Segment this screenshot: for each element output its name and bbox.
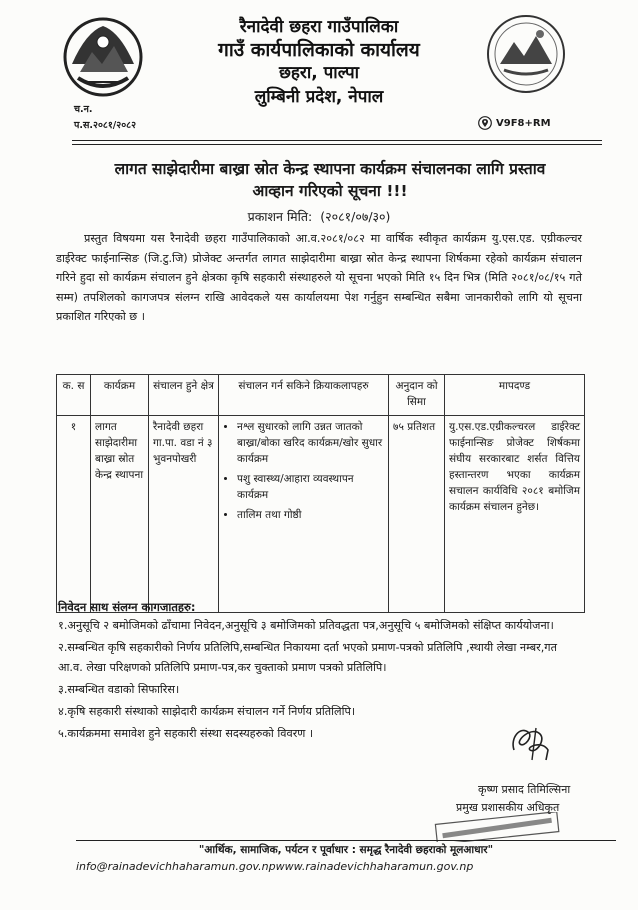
fiscal-year-label: प.स.२०८१/२०८२ <box>74 120 137 131</box>
notice-title-line1: लागत साझेदारीमा बाख्रा स्रोत केन्द्र स्थापना कार्यक्रम संचालनका लागि प्रस्ताव <box>114 160 546 178</box>
publication-date-value: (२०८१/०७/३०) <box>320 209 391 224</box>
table-header-row <box>57 375 585 416</box>
municipality-name: रैनादेवी छहरा गाउँपालिका <box>239 17 399 37</box>
enclosure-item: ४.कृषि सहकारी संस्थाको साझेदारी कार्यक्रम संचालन गर्ने निर्णय प्रतिलिपि। <box>58 705 356 718</box>
signatory-name: कृष्ण प्रसाद तिमिल्सिना <box>478 783 571 796</box>
cell-sn: १ <box>57 416 91 613</box>
signature-icon <box>506 720 554 766</box>
publication-date <box>0 208 638 225</box>
enclosure-item: १.अनुसूचि २ बमोजिमको ढाँचामा निवेदन,अनुसूचि ३ बमोजिमको प्रतिवद्धता पत्र,अनुसूचि ५ बमोजिमको संक्षिप्त कार्ययोजना। <box>58 619 554 632</box>
province-country: लुम्बिनी प्रदेश, नेपाल <box>254 87 384 107</box>
cell-criteria: यु.एस.एड.एग्रीकल्चरल डाईरेक्ट फाईनान्सिङ प्रोजेक्ट शिर्षकमा संघीय सरकारबाट शर्सत वित्तिय हस्तान्तरण भएका कार्यक्रम सचालन कार्यविधि २०८१ बमोजिम कार्यक्रम संचालन हुनेछ। <box>445 416 585 613</box>
plus-code: V9F8+RM <box>496 117 551 129</box>
cell-program: लागत साझेदारीमा बाख्रा स्रोत केन्द्र स्थापना <box>91 416 149 613</box>
column-header-activities: संचालन गर्न सकिने क्रियाकलापहरु <box>219 375 389 416</box>
activity-item: • पशु स्वास्थ्य/आहारा व्यवस्थापन कार्यक्रम <box>237 471 384 503</box>
enclosures-title: निवेदन साथ संलग्न कागजातहरु: <box>58 600 196 614</box>
enclosure-item: २.सम्बन्धित कृषि सहकारीको निर्णय प्रतिलिपि,सम्बन्धित निकायमा दर्ता भएको प्रमाण-पत्रको प्रतिलिपि ,स्थायी लेखा नम्बर,गत आ.व. लेखा परिक्षणको प्रतिलिपि प्रमाण-पत्र,कर चुक्ताको प्रमाण पत्रको प्रतिलिपि। <box>58 641 557 674</box>
program-table <box>56 374 585 613</box>
office-name: गाउँ कार्यपालिकाको कार्यालय <box>218 39 420 61</box>
column-header-area: संचालन हुने क्षेत्र <box>149 375 219 416</box>
cell-grant: ७५ प्रतिशत <box>389 416 445 613</box>
table-row <box>57 416 585 613</box>
office-address: छहरा, पाल्पा <box>278 63 360 83</box>
nepal-emblem-icon <box>58 12 148 102</box>
footer-slogan: "आर्थिक, सामाजिक, पर्यटन र पूर्वाधार : समृद्ध रैनादेवी छहराको मूलआधार" <box>198 844 494 856</box>
cell-area: रैनादेवी छहरा गा.पा. वडा नं ३ भुवनपोखरी <box>149 416 219 613</box>
notice-title-line2: आव्हान गरिएको सूचना !!! <box>252 182 408 200</box>
publication-date-label: प्रकाशन मिति: <box>247 209 313 224</box>
header-divider-second <box>72 144 602 145</box>
signatory-role: प्रमुख प्रशासकीय अधिकृत <box>456 801 560 814</box>
notice-body: प्रस्तुत विषयमा यस रैनादेवी छहरा गाउँपालिकाको आ.व.२०८१/०८२ मा वार्षिक स्वीकृत कार्यक्रम यु.एस.एड. एग्रीकल्चर डाईरेक्ट फाईनान्सिङ (जि.टु.जि) प्रोजेक्ट अन्तर्गत लागत साझेदारीमा बाख्रा स्रोत केन्द्र स्थापना शिर्षकमा रहेको कार्यक्रम संचालन गरिने हुदा सो कार्यक्रम संचालन हुने क्षेत्रका कृषि सहकारी संस्थाहरुले यो सूचना भएको मिति १५ दिन भित्र (मिति २०८१/०८/१५ गते सम्म) तपशिलको कागजपत्र संलग्न राखि आवेदकले यस कार्यालयमा पेश गर्नुहुन सम्बन्धित सबैमा जानकारीको लागि यो सूचना प्रकाशित गरिएको छ । <box>56 232 582 323</box>
contact-info: info@rainadevichhaharamun.gov.npwww.rainadevichhaharamun.gov.np <box>76 860 474 873</box>
enclosure-item: ५.कार्यक्रममा समावेश हुने सहकारी संस्था सदस्यहरुको विवरण । <box>58 727 314 740</box>
municipality-logo-icon <box>484 12 568 96</box>
cell-activities <box>219 416 389 613</box>
column-header-sn: क. स <box>57 375 91 416</box>
notice-title <box>60 158 600 202</box>
column-header-grant: अनुदान को सिमा <box>389 375 445 416</box>
header-divider <box>72 140 602 141</box>
reference-number-label: च.न. <box>74 104 93 115</box>
official-stamp-icon <box>432 812 562 842</box>
column-header-criteria: मापदण्ड <box>445 375 585 416</box>
location-code <box>478 116 551 130</box>
enclosure-item: ३.सम्बन्धित वडाको सिफारिस। <box>58 683 180 696</box>
activity-item: • तालिम तथा गोष्ठी <box>237 507 384 523</box>
column-header-program: कार्यक्रम <box>91 375 149 416</box>
activity-item: • नश्ल सुधारको लागि उन्नत जातको बाख्रा/बोका खरिद कार्यक्रम/खोर सुधार कार्यक्रम <box>237 419 384 467</box>
location-pin-icon <box>478 116 492 130</box>
footer-divider <box>76 840 616 841</box>
